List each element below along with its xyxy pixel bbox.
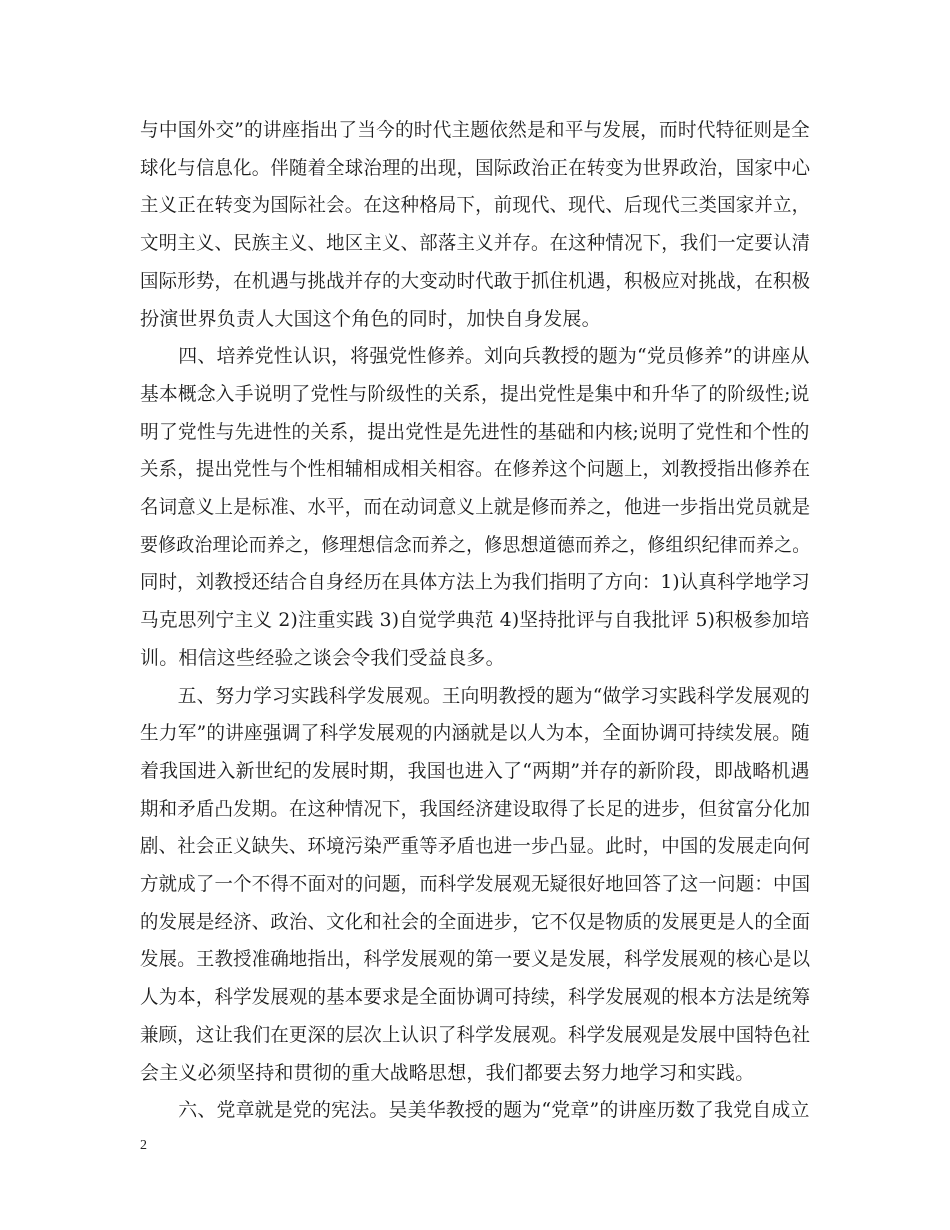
text-line: 国际形势，在机遇与挑战并存的大变动时代敢于抓住机遇，积极应对挑战，在积极 <box>140 270 811 292</box>
text-line: 基本概念入手说明了党性与阶级性的关系，提出党性是集中和升华了的阶级性;说 <box>140 383 810 405</box>
text-line: 期和矛盾凸发期。在这种情况下，我国经济建设取得了长足的进步，但贫富分化加 <box>140 798 811 820</box>
text-line: 扮演世界负责人大国这个角色的同时，加快自身发展。 <box>140 308 601 330</box>
text-line: 文明主义、民族主义、地区主义、部落主义并存。在这种情况下，我们一定要认清 <box>140 232 811 254</box>
text-line: 生力军”的讲座强调了科学发展观的内涵就是以人为本，全面协调可持续发展。随 <box>140 722 810 744</box>
text-line: 四、培养党性认识，将强党性修养。刘向兵教授的题为“党员修养”的讲座从 <box>140 345 810 367</box>
text-line: 六、党章就是党的宪法。吴美华教授的题为“党章”的讲座历数了我党自成立 <box>140 1099 810 1121</box>
text-line: 着我国进入新世纪的发展时期，我国也进入了“两期”并存的新阶段，即战略机遇 <box>140 760 810 782</box>
text-line: 名词意义上是标准、水平，而在动词意义上就是修而养之，他进一步指出党员就是 <box>140 496 811 518</box>
text-line: 训。相信这些经验之谈会令我们受益良多。 <box>140 647 505 669</box>
text-line: 方就成了一个不得不面对的问题，而科学发展观无疑很好地回答了这一问题：中国 <box>140 873 811 895</box>
text-line: 马克思列宁主义 2)注重实践 3)自觉学典范 4)坚持批评与自我批评 5)积极参加培 <box>140 609 810 631</box>
text-line: 兼顾，这让我们在更深的层次上认识了科学发展观。科学发展观是发展中国特色社 <box>140 1024 811 1046</box>
text-line: 的发展是经济、政治、文化和社会的全面进步，它不仅是物质的发展更是人的全面 <box>140 911 811 933</box>
page-number: 2 <box>140 1138 147 1153</box>
text-line: 剧、社会正义缺失、环境污染严重等矛盾也进一步凸显。此时，中国的发展走向何 <box>140 835 811 857</box>
text-line: 球化与信息化。伴随着全球治理的出现，国际政治正在转变为世界政治，国家中心 <box>140 157 811 179</box>
text-line: 明了党性与先进性的关系，提出党性是先进性的基础和内核;说明了党性和个性的 <box>140 421 810 443</box>
text-line: 关系，提出党性与个性相辅相成相关相容。在修养这个问题上，刘教授指出修养在 <box>140 458 811 480</box>
text-line: 同时，刘教授还结合自身经历在具体方法上为我们指明了方向：1)认真科学地学习 <box>140 571 810 593</box>
text-line: 五、努力学习实践科学发展观。王向明教授的题为“做学习实践科学发展观的 <box>140 685 810 707</box>
text-line: 要修政治理论而养之，修理想信念而养之，修思想道德而养之，修组织纪律而养之。 <box>140 534 811 556</box>
text-line: 与中国外交”的讲座指出了当今的时代主题依然是和平与发展，而时代特征则是全 <box>140 119 810 141</box>
text-line: 主义正在转变为国际社会。在这种格局下，前现代、现代、后现代三类国家并立， <box>140 194 811 216</box>
text-line: 人为本，科学发展观的基本要求是全面协调可持续，科学发展观的根本方法是统筹 <box>140 986 811 1008</box>
text-line: 发展。王教授准确地指出，科学发展观的第一要义是发展，科学发展观的核心是以 <box>140 948 811 970</box>
text-line: 会主义必须坚持和贯彻的重大战略思想，我们都要去努力地学习和实践。 <box>140 1062 755 1084</box>
